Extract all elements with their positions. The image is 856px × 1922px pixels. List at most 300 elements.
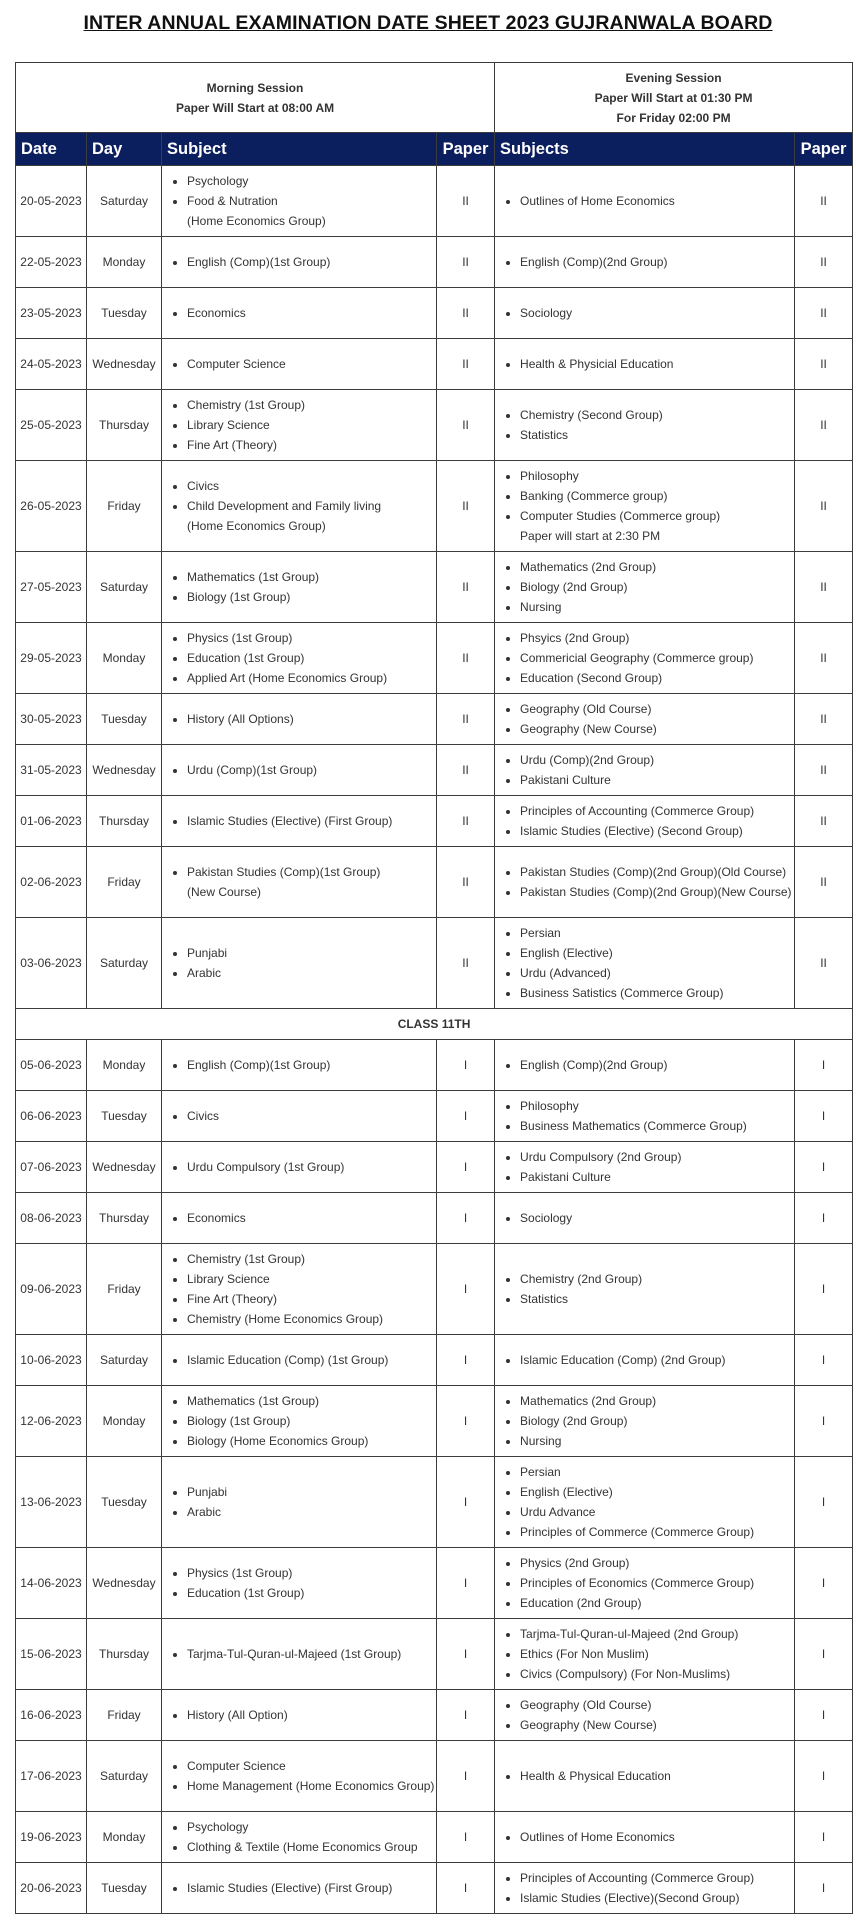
morning-subject-list [162,1106,436,1126]
morning-subject-item: • Arabic [187,963,436,983]
morning-subject-item: • Urdu (Comp)(1st Group) [187,760,436,780]
evening-subject-item: • Urdu (Comp)(2nd Group) [520,750,794,770]
evening-paper-cell: II [795,390,853,461]
morning-subject-item: • Chemistry (1st Group) [187,1249,436,1269]
morning-subject-item: • Arabic [187,1502,436,1522]
date-cell: 08-06-2023 [16,1193,87,1244]
morning-subject-cell [162,623,437,694]
morning-subject-list [162,1157,436,1177]
morning-subject-cell [162,1457,437,1548]
morning-subject-cell [162,918,437,1009]
evening-subject-item: • Statistics [520,425,794,445]
evening-paper-cell: II [795,552,853,623]
day-cell: Thursday [87,1619,162,1690]
date-cell: 20-06-2023 [16,1863,87,1914]
table-row [16,237,853,288]
morning-paper-cell: I [437,1548,495,1619]
morning-paper-cell: I [437,1091,495,1142]
evening-subject-cell [495,1812,795,1863]
date-cell: 03-06-2023 [16,918,87,1009]
evening-subject-cell [495,461,795,552]
morning-subject-list [162,1644,436,1664]
evening-subject-item: • Commericial Geography (Commerce group) [520,648,794,668]
morning-subject-item: • History (All Options) [187,709,436,729]
morning-subject-cell [162,1690,437,1741]
morning-subject-item: • History (All Option) [187,1705,436,1725]
morning-subject-cell [162,1548,437,1619]
evening-session-friday: For Friday 02:00 PM [616,110,731,125]
morning-subject-cell [162,1142,437,1193]
evening-subject-item: • Outlines of Home Economics [520,1827,794,1847]
evening-subject-item: • Computer Studies (Commerce group) [520,506,794,526]
evening-subject-cell [495,552,795,623]
day-cell: Wednesday [87,1548,162,1619]
morning-subject-cell [162,288,437,339]
morning-subject-cell [162,745,437,796]
day-cell: Monday [87,1386,162,1457]
date-cell: 19-06-2023 [16,1812,87,1863]
evening-subject-item: • Ethics (For Non Muslim) [520,1644,794,1664]
evening-subject-item: • Phsyics (2nd Group) [520,628,794,648]
morning-paper-cell: II [437,623,495,694]
evening-subject-list [495,923,794,1003]
table-row [16,1193,853,1244]
table-row [16,1335,853,1386]
evening-paper-cell: I [795,1457,853,1548]
morning-subject-list [162,476,436,536]
morning-subject-cell [162,1040,437,1091]
date-cell: 06-06-2023 [16,1091,87,1142]
day-cell: Tuesday [87,1457,162,1548]
table-row [16,847,853,918]
date-cell: 30-05-2023 [16,694,87,745]
evening-subject-item: • Urdu (Advanced) [520,963,794,983]
morning-subject-cell [162,339,437,390]
evening-subject-list [495,1269,794,1309]
date-cell: 23-05-2023 [16,288,87,339]
morning-subject-item: • Pakistan Studies (Comp)(1st Group) [187,862,436,882]
morning-subject-list [162,1249,436,1329]
evening-paper-cell: II [795,796,853,847]
evening-paper-cell: II [795,339,853,390]
morning-subject-list [162,354,436,374]
evening-subject-item: • Persian [520,1462,794,1482]
morning-subject-list [162,252,436,272]
evening-subject-item: • Pakistani Culture [520,1167,794,1187]
evening-subject-item: • Islamic Studies (Elective) (Second Group) [520,821,794,841]
evening-paper-cell: I [795,1386,853,1457]
evening-subject-list [495,1096,794,1136]
evening-subject-list [495,1553,794,1613]
evening-subject-item: • Sociology [520,1208,794,1228]
date-cell: 02-06-2023 [16,847,87,918]
morning-subject-item: • Chemistry (Home Economics Group) [187,1309,436,1329]
evening-subject-item: • Health & Physical Education [520,1766,794,1786]
morning-paper-cell: I [437,1244,495,1335]
morning-subject-item: • Education (1st Group) [187,1583,436,1603]
morning-subject-cell [162,552,437,623]
morning-subject-item: • Economics [187,303,436,323]
table-row [16,1741,853,1812]
evening-paper-cell: I [795,1193,853,1244]
evening-subject-list [495,1208,794,1228]
morning-session-time: Paper Will Start at 08:00 AM [175,100,335,115]
evening-subject-list [495,1766,794,1786]
morning-paper-cell: I [437,1386,495,1457]
morning-paper-cell: II [437,796,495,847]
morning-subject-item: • Physics (1st Group) [187,1563,436,1583]
evening-paper-cell: II [795,288,853,339]
evening-paper-cell: I [795,1690,853,1741]
morning-subject-item: • Mathematics (1st Group) [187,1391,436,1411]
evening-subject-item: • Sociology [520,303,794,323]
morning-paper-cell: II [437,390,495,461]
evening-paper-cell: II [795,237,853,288]
morning-paper-cell: I [437,1335,495,1386]
date-cell: 27-05-2023 [16,552,87,623]
morning-subject-cell [162,1335,437,1386]
evening-subject-item: • Philosophy [520,1096,794,1116]
evening-subject-item: • Statistics [520,1289,794,1309]
morning-subject-cell [162,1193,437,1244]
evening-paper-cell: I [795,1548,853,1619]
day-cell: Wednesday [87,1142,162,1193]
evening-subject-item: • Physics (2nd Group) [520,1553,794,1573]
evening-subject-list [495,466,794,546]
evening-subject-item: • Biology (2nd Group) [520,1411,794,1431]
evening-subject-item: • Tarjma-Tul-Quran-ul-Majeed (2nd Group) [520,1624,794,1644]
day-cell: Monday [87,237,162,288]
day-cell: Tuesday [87,1091,162,1142]
date-cell: 01-06-2023 [16,796,87,847]
morning-subject-cell [162,1244,437,1335]
morning-subject-list [162,1817,436,1857]
table-row [16,166,853,237]
evening-subject-cell [495,1244,795,1335]
table-row [16,1040,853,1091]
day-cell: Monday [87,623,162,694]
day-cell: Wednesday [87,745,162,796]
evening-subject-list [495,557,794,617]
day-cell: Tuesday [87,694,162,745]
day-cell: Friday [87,847,162,918]
morning-subject-item: • Library Science [187,1269,436,1289]
evening-subject-cell [495,1863,795,1914]
day-cell: Friday [87,1690,162,1741]
table-row [16,390,853,461]
class-banner-row [16,1009,853,1040]
evening-subject-list [495,1827,794,1847]
evening-subject-cell [495,1335,795,1386]
day-cell: Thursday [87,796,162,847]
table-row [16,1548,853,1619]
evening-subject-cell [495,1457,795,1548]
date-cell: 24-05-2023 [16,339,87,390]
morning-subject-list [162,171,436,231]
morning-subject-cell [162,1812,437,1863]
evening-paper-cell: I [795,1091,853,1142]
table-row [16,1142,853,1193]
morning-paper-cell: II [437,339,495,390]
evening-paper-cell: I [795,1040,853,1091]
evening-subject-list [495,1055,794,1075]
table-row [16,461,853,552]
morning-subject-item: • English (Comp)(1st Group) [187,252,436,272]
date-cell: 31-05-2023 [16,745,87,796]
evening-paper-cell: II [795,461,853,552]
day-cell: Saturday [87,552,162,623]
col-header-paper: Paper [437,133,495,166]
morning-subject-cell [162,390,437,461]
morning-subject-list [162,1391,436,1451]
morning-subject-cell [162,694,437,745]
morning-subject-item: • Punjabi [187,1482,436,1502]
evening-subject-item: • Pakistan Studies (Comp)(2nd Group)(New Course) [520,882,794,902]
evening-subject-list [495,1147,794,1187]
evening-subject-item: • Urdu Compulsory (2nd Group) [520,1147,794,1167]
morning-paper-cell: I [437,1040,495,1091]
morning-subject-list [162,943,436,983]
table-row [16,1690,853,1741]
table-row [16,1457,853,1548]
evening-subject-cell [495,339,795,390]
morning-subject-cell [162,1863,437,1914]
evening-subject-item: • Geography (Old Course) [520,699,794,719]
table-row [16,1863,853,1914]
morning-subject-item: • Psychology [187,171,436,191]
table-row [16,623,853,694]
evening-subject-item: • English (Elective) [520,943,794,963]
morning-paper-cell: II [437,166,495,237]
col-header-date: Date [16,133,87,166]
col-header-subject: Subject [162,133,437,166]
evening-session-time: Paper Will Start at 01:30 PM [594,90,753,105]
morning-paper-cell: I [437,1619,495,1690]
date-cell: 05-06-2023 [16,1040,87,1091]
morning-subject-list [162,395,436,455]
evening-paper-cell: II [795,847,853,918]
morning-subject-list [162,628,436,688]
date-cell: 14-06-2023 [16,1548,87,1619]
date-cell: 20-05-2023 [16,166,87,237]
evening-subject-cell [495,623,795,694]
morning-paper-cell: I [437,1457,495,1548]
evening-subject-cell [495,1040,795,1091]
date-cell: 07-06-2023 [16,1142,87,1193]
morning-subject-item: • Civics [187,476,436,496]
evening-paper-cell: I [795,1619,853,1690]
evening-subject-cell [495,1690,795,1741]
day-cell: Saturday [87,1335,162,1386]
evening-subject-list [495,405,794,445]
morning-subject-item: • Islamic Studies (Elective) (First Group) [187,811,436,831]
evening-subject-item: • Chemistry (Second Group) [520,405,794,425]
morning-subject-item: • Biology (Home Economics Group) [187,1431,436,1451]
evening-subject-cell [495,288,795,339]
morning-session-label: Morning Session [206,80,304,95]
evening-paper-cell: I [795,1863,853,1914]
col-header-paper-evening: Paper [795,133,853,166]
evening-subject-cell [495,796,795,847]
morning-subject-item: • Education (1st Group) [187,648,436,668]
table-row [16,918,853,1009]
evening-subject-cell [495,1741,795,1812]
table-row [16,1244,853,1335]
date-cell: 13-06-2023 [16,1457,87,1548]
evening-subject-item: • Civics (Compulsory) (For Non-Muslims) [520,1664,794,1684]
evening-paper-cell: I [795,1812,853,1863]
evening-subject-item: • Geography (New Course) [520,719,794,739]
morning-paper-cell: I [437,1812,495,1863]
table-row [16,1619,853,1690]
evening-subject-list [495,354,794,374]
evening-subject-list [495,699,794,739]
evening-subject-item: • Education (2nd Group) [520,1593,794,1613]
evening-subject-cell [495,1619,795,1690]
morning-subject-cell [162,1741,437,1812]
date-cell: 22-05-2023 [16,237,87,288]
morning-subject-item: • Biology (1st Group) [187,587,436,607]
morning-subject-item: • Home Management (Home Economics Group) [187,1776,436,1796]
evening-paper-cell: I [795,1142,853,1193]
day-cell: Monday [87,1040,162,1091]
evening-session-cell [495,63,853,133]
evening-subject-list [495,801,794,841]
evening-subject-cell [495,1091,795,1142]
evening-subject-cell [495,694,795,745]
morning-subject-list [162,1756,436,1796]
day-cell: Thursday [87,1193,162,1244]
evening-subject-item: • Pakistan Studies (Comp)(2nd Group)(Old Course) [520,862,794,882]
morning-subject-list [162,1208,436,1228]
date-cell: 10-06-2023 [16,1335,87,1386]
morning-subject-cell [162,796,437,847]
class-12-rows [16,166,853,1009]
morning-subject-item: • English (Comp)(1st Group) [187,1055,436,1075]
morning-subject-item: • Islamic Studies (Elective) (First Group) [187,1878,436,1898]
evening-subject-cell [495,1548,795,1619]
page-title: INTER ANNUAL EXAMINATION DATE SHEET 2023 GUJRANWALA BOARD [83,12,773,34]
day-cell: Thursday [87,390,162,461]
evening-subject-item: • Education (Second Group) [520,668,794,688]
evening-paper-cell: II [795,694,853,745]
evening-subject-cell [495,1193,795,1244]
day-cell: Tuesday [87,1863,162,1914]
day-cell: Tuesday [87,288,162,339]
evening-paper-cell: I [795,1741,853,1812]
date-cell: 16-06-2023 [16,1690,87,1741]
morning-paper-cell: II [437,237,495,288]
morning-subject-list [162,1055,436,1075]
day-cell: Friday [87,1244,162,1335]
evening-subject-item: • Islamic Education (Comp) (2nd Group) [520,1350,794,1370]
evening-paper-cell: II [795,166,853,237]
evening-subject-list [495,303,794,323]
morning-paper-cell: II [437,461,495,552]
morning-subject-cell [162,1091,437,1142]
evening-subject-list [495,1624,794,1684]
morning-paper-cell: I [437,1193,495,1244]
morning-paper-cell: II [437,288,495,339]
evening-subject-item: • Principles of Commerce (Commerce Group) [520,1522,794,1542]
morning-subject-item: • Chemistry (1st Group) [187,395,436,415]
morning-subject-item: • Economics [187,1208,436,1228]
evening-subject-item: • Nursing [520,597,794,617]
table-row [16,745,853,796]
evening-subject-cell [495,1386,795,1457]
evening-subject-item: • Nursing [520,1431,794,1451]
date-cell: 25-05-2023 [16,390,87,461]
evening-session-label: Evening Session [625,70,722,85]
morning-subject-cell [162,237,437,288]
morning-subject-item: • Fine Art (Theory) [187,1289,436,1309]
evening-subject-cell [495,918,795,1009]
evening-subject-list [495,862,794,902]
day-cell: Monday [87,1812,162,1863]
evening-subject-list [495,1391,794,1451]
table-row [16,796,853,847]
morning-subject-item: • Civics [187,1106,436,1126]
morning-subject-item: • Biology (1st Group) [187,1411,436,1431]
class-banner-section [16,1009,853,1040]
morning-subject-item: • Punjabi [187,943,436,963]
table-row [16,1386,853,1457]
evening-subject-item: • Geography (Old Course) [520,1695,794,1715]
col-header-day: Day [87,133,162,166]
evening-subject-item: • Banking (Commerce group) [520,486,794,506]
evening-subject-item: • Pakistani Culture [520,770,794,790]
evening-subject-item: • Business Satistics (Commerce Group) [520,983,794,1003]
evening-subject-list [495,1695,794,1735]
morning-subject-item: • Food & Nutration [187,191,436,211]
date-cell: 12-06-2023 [16,1386,87,1457]
evening-paper-cell: II [795,918,853,1009]
evening-subject-item: • Outlines of Home Economics [520,191,794,211]
evening-subject-item: • Chemistry (2nd Group) [520,1269,794,1289]
morning-paper-cell: II [437,847,495,918]
morning-paper-cell: I [437,1741,495,1812]
evening-subject-item: Paper will start at 2:30 PM [520,529,661,543]
morning-subject-cell [162,461,437,552]
morning-subject-list [162,567,436,607]
date-cell: 09-06-2023 [16,1244,87,1335]
morning-subject-list [162,709,436,729]
morning-subject-item: • Applied Art (Home Economics Group) [187,668,436,688]
evening-subject-cell [495,745,795,796]
evening-subject-list [495,628,794,688]
morning-session-cell [16,63,495,133]
morning-subject-item: • Computer Science [187,1756,436,1776]
day-cell: Saturday [87,1741,162,1812]
morning-subject-item: (Home Economics Group) [187,214,326,228]
evening-subject-item: • Health & Physicial Education [520,354,794,374]
morning-subject-item: (New Course) [187,885,262,899]
morning-subject-cell [162,847,437,918]
evening-paper-cell: II [795,623,853,694]
morning-subject-item: • Physics (1st Group) [187,628,436,648]
date-cell: 26-05-2023 [16,461,87,552]
morning-paper-cell: II [437,918,495,1009]
morning-subject-list [162,760,436,780]
day-cell: Saturday [87,918,162,1009]
col-header-subjects: Subjects [495,133,795,166]
table-row [16,339,853,390]
day-cell: Saturday [87,166,162,237]
evening-subject-item: • Business Mathematics (Commerce Group) [520,1116,794,1136]
evening-subject-item: • Geography (New Course) [520,1715,794,1735]
table-row [16,1091,853,1142]
morning-paper-cell: II [437,745,495,796]
